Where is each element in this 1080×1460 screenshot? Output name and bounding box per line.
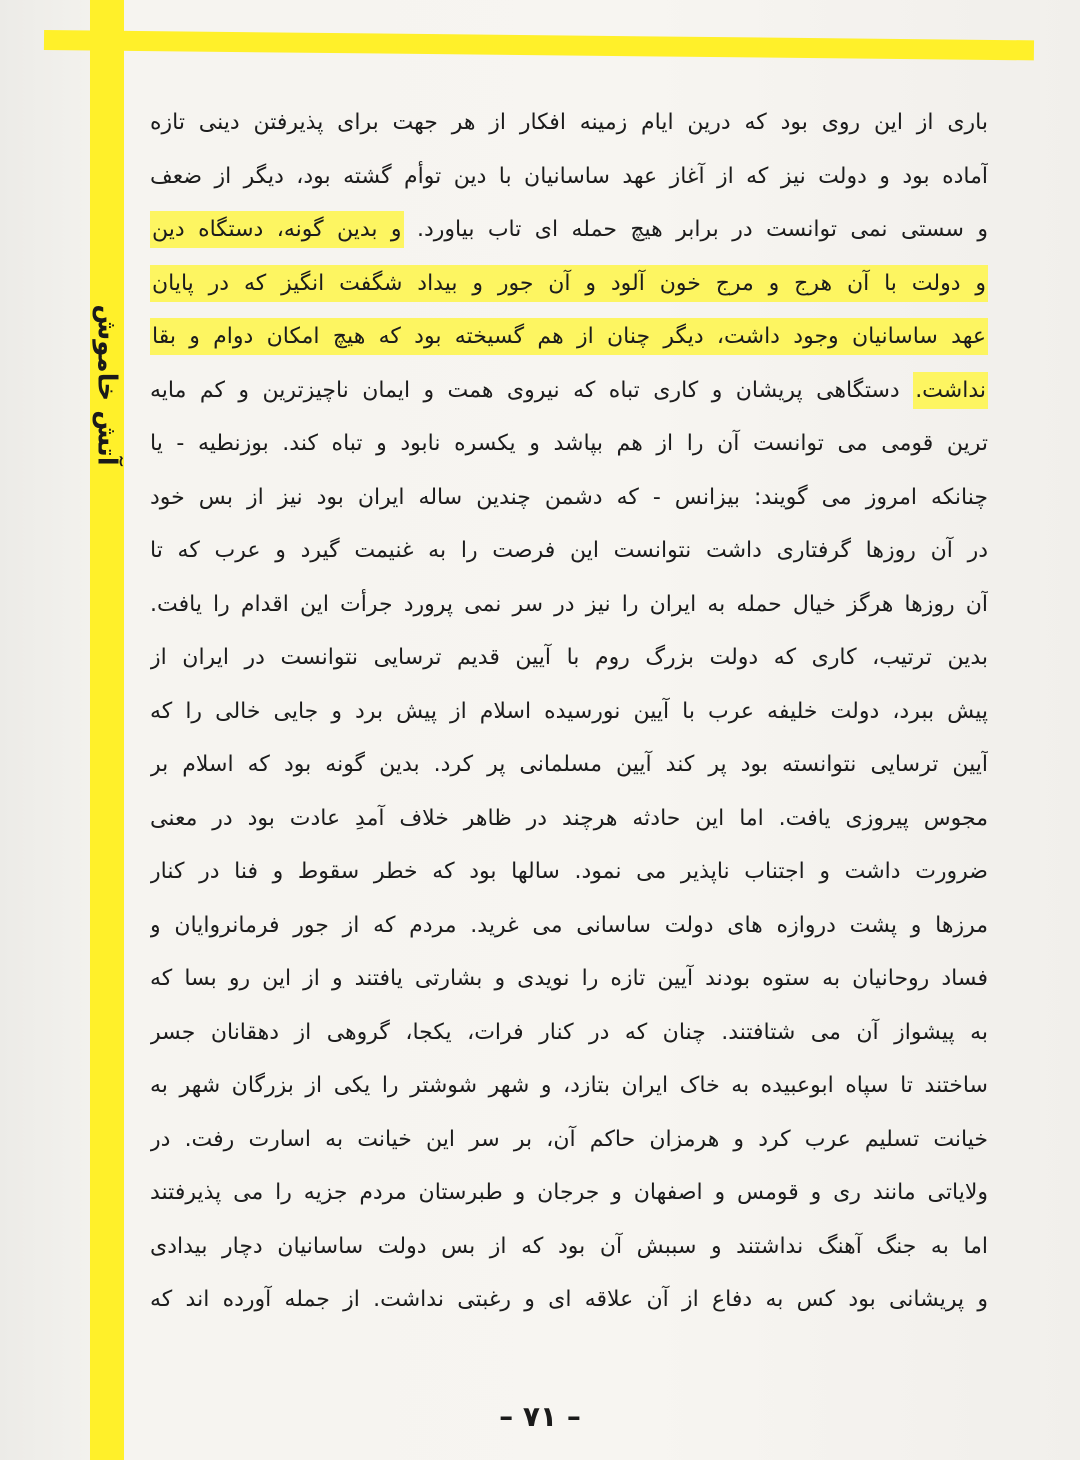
- text-line: [150, 578, 988, 632]
- text-line: [150, 1006, 988, 1060]
- text-line: [150, 792, 988, 846]
- side-highlight-stripe: [90, 0, 124, 1460]
- line-text: فساد روحانیان به ستوه بودند آیین تازه را نویدی و بشارتی یافتند و از این رو بسا که: [150, 966, 988, 991]
- line-text: مرزها و پشت دروازه های دولت ساسانی می غرید. مردم که از جور فرمانروایان و: [150, 912, 988, 938]
- line-text: پیش ببرد، دولت خلیفه عرب با آیین نورسیده اسلام از پیش برد و جایی خالی را که: [150, 698, 988, 724]
- highlighted-text: و دولت با آن هرج و مرج خون آلود و آن جور و بیداد شگفت انگیز که در پایان: [150, 265, 988, 302]
- line-text: خیانت تسلیم عرب کرد و هرمزان حاکم آن، بر سر این خیانت به اسارت رفت. در: [150, 1126, 988, 1152]
- line-text: دستگاهی پریشان و کاری تباه که نیروی همت و ایمان ناچیزترین و کم مایه: [150, 377, 914, 403]
- running-title-text: آتش خاموش: [92, 304, 123, 466]
- text-line: [150, 471, 988, 525]
- running-title: [90, 300, 124, 470]
- text-line: [150, 203, 988, 257]
- line-text: ساختند تا سپاه ابوعبیده به خاک ایران بتازد، و شهر شوشتر را یکی از بزرگان شهر به: [150, 1073, 988, 1098]
- line-text: باری از این روی بود که درین ایام زمینه افکار از هر جهت برای پذیرفتن دینی تازه: [150, 110, 988, 135]
- text-line: [150, 1059, 988, 1113]
- text-line: [150, 257, 988, 311]
- body-text: [150, 96, 988, 1327]
- text-line: [150, 738, 988, 792]
- line-text: ضرورت داشت و اجتناب ناپذیر می نمود. سالها بود که خطر سقوط و فنا در کنار: [150, 859, 988, 884]
- line-text: به پیشواز آن می شتافتند. چنان که در کنار فرات، یکجا، گروهی از دهقانان جسر: [150, 1019, 988, 1045]
- line-text: اما به جنگ آهنگ نداشتند و سببش آن بود که از بس دولت ساسانیان دچار بیدادی: [150, 1233, 988, 1259]
- text-line: [150, 310, 988, 364]
- text-line: [150, 364, 988, 418]
- page-number: – ۷۱ –: [499, 1400, 581, 1433]
- line-text: آن روزها هرگز خیال حمله به ایران را نیز در سر نمی پرورد جرأت این اقدام را یافت.: [150, 591, 988, 617]
- text-line: [150, 1113, 988, 1167]
- text-line: [150, 150, 988, 204]
- text-line: [150, 685, 988, 739]
- text-line: [150, 1166, 988, 1220]
- line-text: آیین ترسایی نتوانسته بود پر کند آیین مسلمانی پر کرد. بدین گونه بود که اسلام بر: [150, 752, 988, 777]
- text-line: [150, 96, 988, 150]
- line-text: ترین قومی می توانست آن را از هم بپاشد و یکسره نابود و تباه کند. بوزنطیه - یا: [150, 431, 988, 456]
- text-line: [150, 899, 988, 953]
- text-line: [150, 845, 988, 899]
- line-text: بدین ترتیب، کاری که دولت بزرگ روم با آیین قدیم ترسایی نتوانست در ایران از: [150, 645, 988, 670]
- text-line: [150, 631, 988, 685]
- line-text: و پریشانی بود کس به دفاع از آن علاقه ای و رغبتی نداشت. از جمله آورده اند که: [150, 1287, 988, 1312]
- highlighted-text: نداشت.: [913, 372, 988, 409]
- line-text: در آن روزها گرفتاری داشت نتوانست این فرصت را به غنیمت گیرد و عرب که تا: [150, 538, 988, 563]
- text-line: [150, 524, 988, 578]
- text-line: [150, 417, 988, 471]
- text-line: [150, 1220, 988, 1274]
- highlighted-text: و بدین گونه، دستگاه دین: [150, 211, 404, 248]
- line-text: مجوس پیروزی یافت. اما این حادثه هرچند در ظاهر خلاف آمدِ عادت بود در معنی: [150, 805, 988, 831]
- line-text: ولایاتی مانند ری و قومس و اصفهان و جرجان و طبرستان مردم جزیه را می پذیرفتند: [150, 1180, 988, 1205]
- line-text: آماده بود و دولت نیز که از آغاز عهد ساسانیان با دین توأم گشته بود، دیگر از ضعف: [150, 163, 988, 189]
- line-text: و سستی نمی توانست در برابر هیچ حمله ای تاب بیاورد.: [403, 217, 988, 242]
- text-line: [150, 952, 988, 1006]
- top-highlight-stripe: [44, 30, 1034, 60]
- highlighted-text: عهد ساسانیان وجود داشت، دیگر چنان از هم گسیخته بود که هیچ امکان دوام و بقا: [150, 318, 988, 355]
- line-text: چنانکه امروز می گویند: بیزانس - که دشمن چندین ساله ایران بود نیز از بس خود: [150, 484, 988, 510]
- text-line: [150, 1273, 988, 1327]
